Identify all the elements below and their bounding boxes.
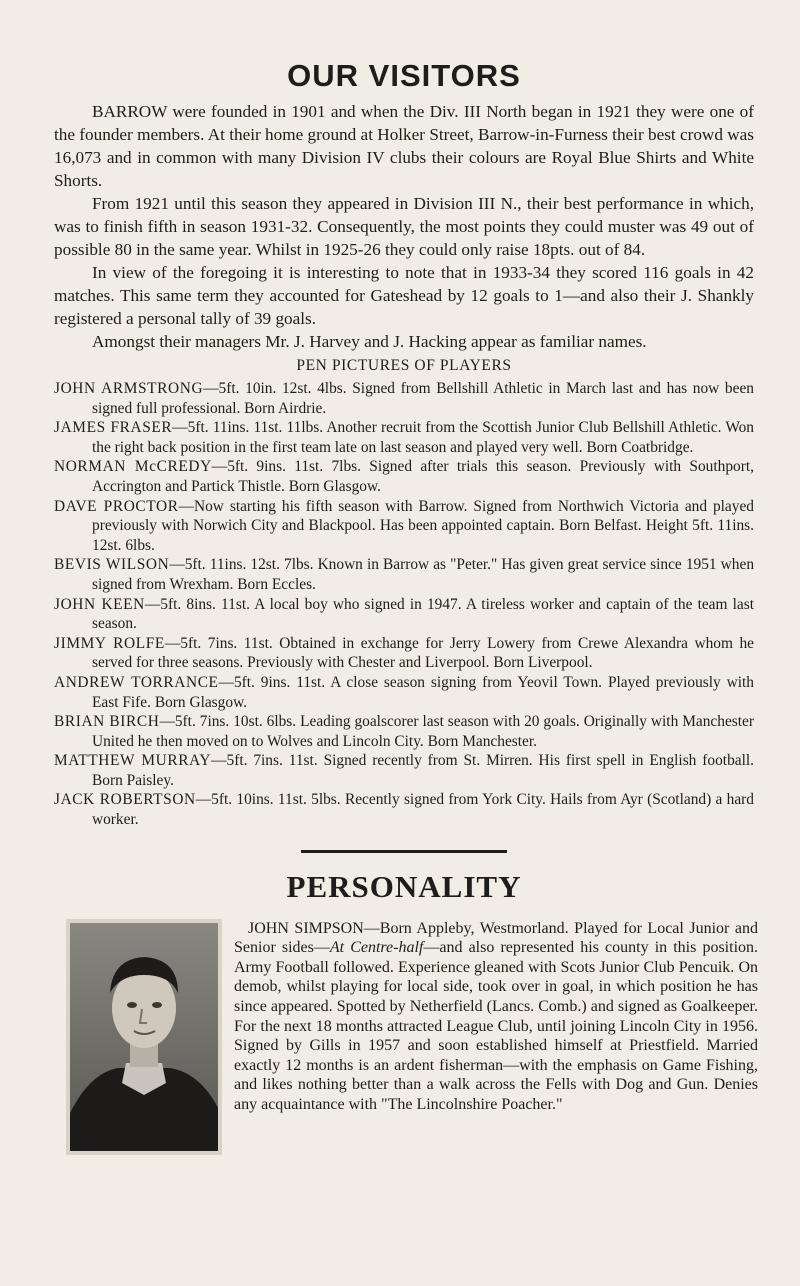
player-name: JOHN ARMSTRONG [54, 380, 204, 397]
player-details: —5ft. 11ins. 12st. 7lbs. Known in Barrow as "Peter." Has given great service since 1951 when signed from Wrexham. Born Eccles. [92, 556, 755, 593]
bio-italic-text: At Centre-half [329, 939, 424, 957]
section-divider [301, 850, 507, 853]
personality-bio [234, 919, 758, 1115]
club-history [54, 100, 754, 353]
player-entry [54, 595, 754, 634]
player-list [54, 379, 754, 830]
history-paragraph: Amongst their managers Mr. J. Harvey and J. Hacking appear as familiar names. [92, 332, 647, 351]
player-entry [54, 673, 754, 712]
player-name: NORMAN McCREDY [54, 458, 212, 476]
personality-section [54, 919, 759, 1179]
player-details: —5ft. 10ins. 11st. 5lbs. Recently signed from York City. Hails from Ayr (Scotland) a hard worker. [92, 791, 754, 829]
player-details: —5ft. 9ins. 11st. A close season signing from Yeovil Town. Played previously with East Fife. Born Glasgow. [92, 673, 754, 711]
player-name: JACK ROBERTSON [54, 791, 196, 809]
player-name: MATTHEW MURRAY [54, 752, 212, 770]
player-entry [54, 751, 754, 790]
player-name: JIMMY ROLFE [54, 634, 165, 652]
player-details: —5ft. 10in. 12st. 4lbs. Signed from Bellshill Athletic in March last and has now been signed full professional. Born Airdrie. [92, 380, 754, 417]
player-entry [54, 497, 754, 556]
bio-text: JOHN SIMPSON—Born Appleby, Westmorland. Played for Local Junior and Senior sides— [234, 919, 758, 957]
player-entry [54, 712, 754, 751]
player-photo [66, 919, 222, 1155]
player-details: —5ft. 7ins. 10st. 6lbs. Leading goalscorer last season with 20 goals. Originally with Manchester United he then moved on to Wolves and Lincoln City. Born Manchester. [92, 713, 754, 750]
player-details: —5ft. 9ins. 11st. 7lbs. Signed after trials this season. Previously with Southport, Accrington and Partick Thistle. Born Glasgow. [92, 458, 754, 495]
player-entry [54, 379, 754, 418]
player-details: —5ft. 11ins. 11st. 11lbs. Another recruit from the Scottish Junior Club Bellshill Athletic. Won the right back position in the first team late on last season and played very well. Born Coatbridge. [92, 419, 755, 456]
history-paragraph: From 1921 until this season they appeared in Division III N., their best performance in which, was to finish fifth in season 1931-32. Consequently, the most points they could muster was 49 out of possible 80 in the same year. Whilst in 1925-26 they could only raise 18pts. out of 84. [54, 194, 754, 259]
bio-text: —and also represented his county in this position. Army Football followed. Experience gleaned with Scots Junior Club Pencuik. On demob, whilst playing for local side, took over in goal, in which position he has since appeared. Spotted by Netherfield (Lancs. Comb.) and signed as Goalkeeper. For the next 18 months attracted League Club, until joining Lincoln City in 1956. Signed by Gills in 1957 and soon established himself at Priestfield. Married exactly 12 months is an ardent fisherman—with the emphasis on Game Fishing, and likes nothing better than a walk across the Fells with Dog and Gun. Denies any acquaintance with "The Lincolnshire Poacher." [234, 939, 759, 1113]
player-details: —5ft. 8ins. 11st. A local boy who signed in 1947. A tireless worker and captain of the team last season. [92, 595, 754, 633]
history-paragraph: BARROW were founded in 1901 and when the Div. III North began in 1921 they were one of the founder members. At their home ground at Holker Street, Barrow-in-Furness their best crowd was 16,073 and in common with many Division IV clubs their colours are Royal Blue Shirts and White Shorts. [54, 102, 754, 190]
history-paragraph: In view of the foregoing it is interesting to note that in 1933-34 they scored 116 goals in 42 matches. This same term they accounted for Gateshead by 12 goals to 1—and also their J. Shankly registered a personal tally of 39 goals. [54, 263, 754, 328]
player-name: JAMES FRASER [54, 419, 173, 437]
player-details: —5ft. 7ins. 11st. Signed recently from St. Mirren. His first spell in English football. Born Paisley. [92, 752, 754, 789]
player-entry [54, 790, 754, 829]
goalkeeper-portrait-image [70, 923, 218, 1151]
player-entry [54, 457, 754, 496]
player-name: ANDREW TORRANCE [54, 673, 219, 691]
player-details: —Now starting his fifth season with Barrow. Signed from Northwich Victoria and played previously with Norwich City and Blackpool. Has been appointed captain. Born Belfast. Height 5ft. 11ins. 12st. 6lbs. [92, 497, 754, 554]
player-entry [54, 634, 754, 673]
pen-pictures-heading: PEN PICTURES OF PLAYERS [296, 357, 512, 374]
player-details: —5ft. 7ins. 11st. Obtained in exchange for Jerry Lowery from Crewe Alexandra whom he served for three seasons. Previously with Chester and Liverpool. Born Liverpool. [92, 634, 754, 672]
player-entry [54, 418, 754, 457]
player-name: JOHN KEEN [54, 595, 145, 613]
player-name: DAVE PROCTOR [54, 497, 179, 515]
player-entry [54, 555, 754, 594]
player-name: BEVIS WILSON [54, 556, 170, 574]
player-name: BRIAN BIRCH [54, 713, 160, 731]
personality-title: PERSONALITY [286, 868, 522, 904]
page-title: OUR VISITORS [287, 58, 521, 93]
